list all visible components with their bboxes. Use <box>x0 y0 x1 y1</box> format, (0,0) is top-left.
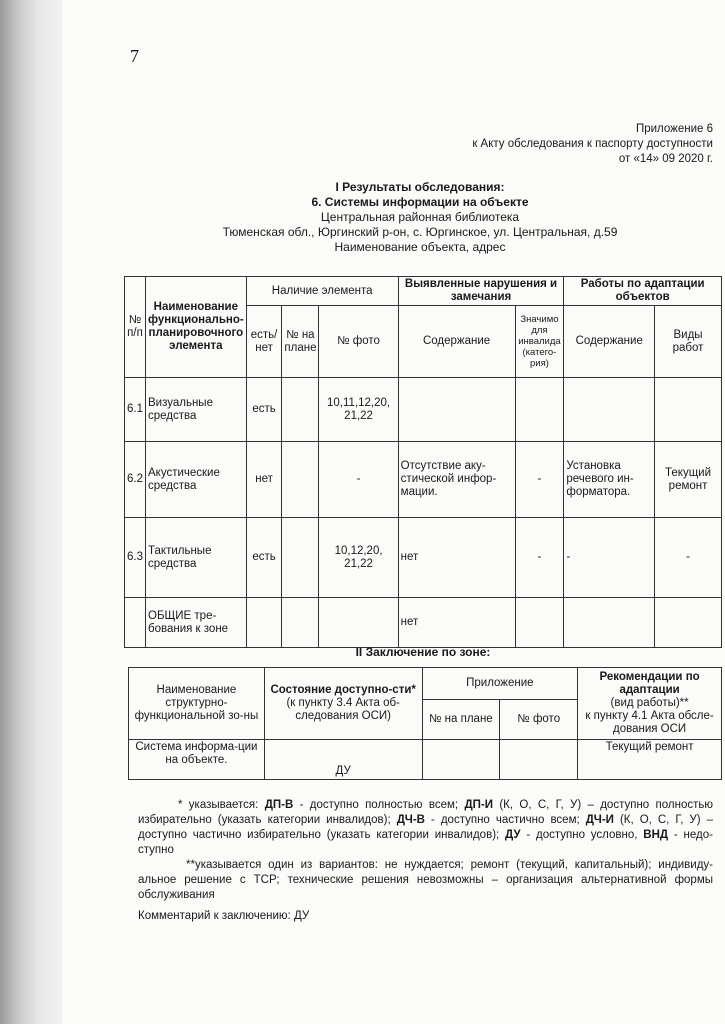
row-name: Визуальные средства <box>146 378 247 442</box>
row-plan <box>282 378 319 442</box>
row-presence: нет <box>246 442 282 518</box>
conclusion-table <box>128 667 722 780</box>
object-name: Центральная районная библиотека <box>320 210 520 224</box>
row-num: 6.3 <box>125 518 146 598</box>
col-plan-header: № на плане <box>282 306 319 378</box>
row-types: - <box>655 518 722 598</box>
footnote <box>138 798 713 903</box>
row-photo: 10,11,12,20, 21,22 <box>319 378 398 442</box>
title-block <box>160 180 680 255</box>
state-header-note: (к пункту 3.4 Акта об-следования ОСИ) <box>286 697 400 722</box>
object-caption: Наименование объекта, адрес <box>334 240 506 254</box>
row-photo <box>319 598 398 648</box>
row-name: ОБЩИЕ тре-бования к зоне <box>146 598 247 648</box>
state-header-title: Состояние доступно-сти* <box>270 684 416 696</box>
col-significant-header: Значимо для инвалида (катего-рия) <box>515 306 564 378</box>
row-significant: - <box>515 518 564 598</box>
appendix-line-2: к Акту обследования к паспорту доступности <box>472 138 713 150</box>
table-row <box>125 518 722 598</box>
presence-group-header: Наличие элемента <box>246 277 398 306</box>
row-significant <box>515 598 564 648</box>
col-content-header: Содержание <box>398 306 515 378</box>
footnote-work-legend: **указывается один из вариантов: не нуждается; ремонт (текущий, капитальный); индивиду-альное решение с ТСР; технические решения невозможны – организация альтернативной формы обслуживания <box>138 859 713 901</box>
subsection-title: 6. Системы информации на объекте <box>311 195 529 209</box>
col-photo-header: № фото <box>319 306 398 378</box>
table-row <box>125 442 722 518</box>
row-content <box>398 378 515 442</box>
row-presence <box>246 598 282 648</box>
row-num <box>125 598 146 648</box>
row-presence: есть <box>246 518 282 598</box>
footnote-text: (К, О, С, Г, У) – доступно полностью избирательно (указать категории инвалидов); <box>138 799 713 826</box>
results-table <box>124 276 722 648</box>
binder-edge <box>0 0 62 1024</box>
zone-name-cell: Система информа-ции на объекте. <box>129 740 265 780</box>
code-dchi: ДЧ-И <box>585 814 614 826</box>
col-works-header: Содержание <box>564 306 655 378</box>
col-presence-header: есть/ нет <box>246 306 282 378</box>
code-du: ДУ <box>505 829 521 841</box>
row-name: Тактильные средства <box>146 518 247 598</box>
row-name: Акустические средства <box>146 442 247 518</box>
row-works: Установка речевого ин-форматора. <box>564 442 655 518</box>
row-plan <box>282 598 319 648</box>
row-plan <box>282 518 319 598</box>
col-name-header: Наименование функционально-планировочного элемента <box>146 277 247 378</box>
code-dpv: ДП-В <box>264 799 294 811</box>
zone-title: II Заключение по зоне: <box>355 645 491 659</box>
row-significant: - <box>515 442 564 518</box>
col-types-header: Виды работ <box>655 306 722 378</box>
code-vnd: ВНД <box>643 829 669 841</box>
row-num: 6.1 <box>125 378 146 442</box>
col-num-header: № п/п <box>125 277 146 378</box>
row-presence: есть <box>246 378 282 442</box>
row-significant <box>515 378 564 442</box>
row-content: нет <box>398 598 515 648</box>
photo-header: № фото <box>500 700 578 740</box>
code-dpi: ДП-И <box>464 799 493 811</box>
works-group-header: Работы по адаптации объектов <box>564 277 722 306</box>
table-row <box>129 740 722 780</box>
code-dchv: ДЧ-В <box>396 814 425 826</box>
footnote-status-legend <box>138 798 713 858</box>
recommendations-header <box>578 668 722 740</box>
rec-header-note: к пункту 4.1 Акта обсле-дования ОСИ <box>585 710 714 735</box>
footnote-text: - доступно частично всем; <box>424 814 586 826</box>
section-title: I Результаты обследования: <box>335 180 505 194</box>
violations-group-header: Выявленные нарушения и замечания <box>398 277 564 306</box>
table-row <box>125 598 722 648</box>
row-works <box>564 378 655 442</box>
row-content: Отсутствие аку-стической инфор-мации. <box>398 442 515 518</box>
conclusion-comment: Комментарий к заключению: ДУ <box>138 910 310 922</box>
row-plan <box>282 442 319 518</box>
row-num: 6.2 <box>125 442 146 518</box>
photo-cell <box>500 740 578 780</box>
footnote-text: - доступно условно, <box>520 829 644 841</box>
state-cell: ДУ <box>264 740 422 780</box>
row-types <box>655 598 722 648</box>
row-types: Текущий ремонт <box>655 442 722 518</box>
rec-header-title: Рекомендации по адаптации <box>599 671 700 696</box>
recommendation-cell: Текущий ремонт <box>578 740 722 780</box>
appendix-line-3: от «14» 09 2020 г. <box>618 153 713 165</box>
appendix-reference <box>472 122 713 167</box>
row-content: нет <box>398 518 515 598</box>
plan-cell <box>422 740 500 780</box>
rec-header-sub: (вид работы)** <box>610 697 689 709</box>
table-row <box>125 378 722 442</box>
row-works <box>564 598 655 648</box>
footnote-text: * указывается: <box>178 799 265 811</box>
row-photo: 10,12,20, 21,22 <box>319 518 398 598</box>
row-photo: - <box>319 442 398 518</box>
footnote-text: - доступно полностью всем; <box>293 799 465 811</box>
plan-header: № на плане <box>422 700 500 740</box>
appendix-header: Приложение <box>422 668 578 700</box>
footnote-text: - недо-ступно <box>138 829 713 856</box>
appendix-line-1: Приложение 6 <box>635 123 713 135</box>
state-header <box>264 668 422 740</box>
footnote-text: (К, О, С, Г, У) – доступно частично избирательно (указать категории инвалидов); <box>138 814 713 841</box>
zone-name-header: Наименование структурно-функциональной зо-ны <box>129 668 265 740</box>
page-number: 7 <box>130 46 139 66</box>
object-address: Тюменская обл., Юргинский р-он, с. Юргинское, ул. Центральная, д.59 <box>222 225 618 239</box>
row-works: - <box>564 518 655 598</box>
row-types <box>655 378 722 442</box>
